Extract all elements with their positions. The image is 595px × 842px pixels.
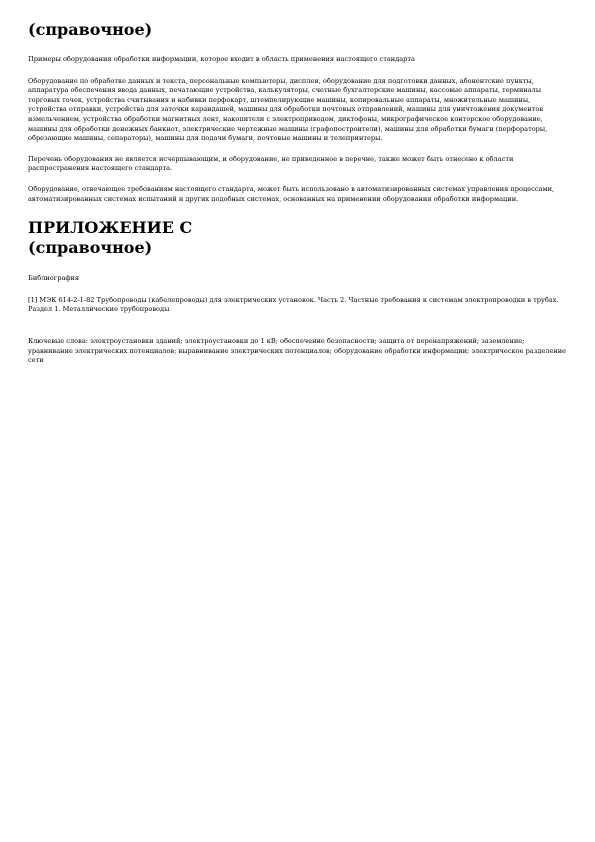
equipment-list-paragraph: Оборудование по обработке данных и текста, персональные компьютеры, дисплеи, оборудование для подготовки данных, абонентские пункты, аппаратура обеспечения ввода данных, печатающие устройства, калькуляторы, счетные бухгалтерские машины, кассовые аппараты, терминалы торговых точек, устройства считывания и набивки перфокарт, штемпелирующие машины, копировальные аппараты, множительные машины, устройства отправки, устройства для заточки карандашей, машины для обработки почтовых отправлений, машины для уничтожения документов измельчением, устройства обработки магнитных лент, накопители с электроприводом, диктофоны, микрографическое конторское оборудование, машины для обработки денежных банкнот, электрические чертежные машины (графопостроители), машины для обработки бумаги (перфораторы, обрезающие машины, сепараторы), машины для подачи бумаги, почтовые машины и телепринтеры. <box>28 76 548 143</box>
keywords-paragraph: Ключевые слова: электроустановки зданий; электроустановки до 1 кВ; обеспечение безопасности; защита от перенапряжений; заземление; уравнивание электрических потенциалов; выравнивание электрических потенциалов; оборудование обработки информации; электрическое разделение сети <box>28 336 567 365</box>
appendix-b-subtitle: (справочное) <box>28 20 153 39</box>
bibliography-item: [1] МЭК 614-2-1-82 Трубопроводы (кабелепроводы) для электрических установок. Часть 2. Частные требования к системам электропроводки в трубах. Раздел 1. Металлические трубопроводы <box>28 295 559 314</box>
intro-paragraph: Примеры оборудования обработки информации, которое входит в область применения настоящего стандарта <box>28 55 415 63</box>
systems-paragraph: Оборудование, отвечающее требованиям настоящего стандарта, может быть использовано в автоматизированных системах управления процессами, автоматизированных системах испытаний и других подобных системах, основанных на применении оборудования обработки информации. <box>28 184 555 203</box>
not-exhaustive-paragraph: Перечень оборудования не является исчерпывающим, и оборудование, не приведенное в перечне, также может быть отнесено к области распространения настоящего стандарта. <box>28 154 514 173</box>
bibliography-title: Библиография <box>28 274 80 283</box>
appendix-c-title: ПРИЛОЖЕНИЕ С <box>28 218 193 238</box>
appendix-c-heading <box>28 218 567 258</box>
appendix-c-subtitle: (справочное) <box>28 238 153 258</box>
